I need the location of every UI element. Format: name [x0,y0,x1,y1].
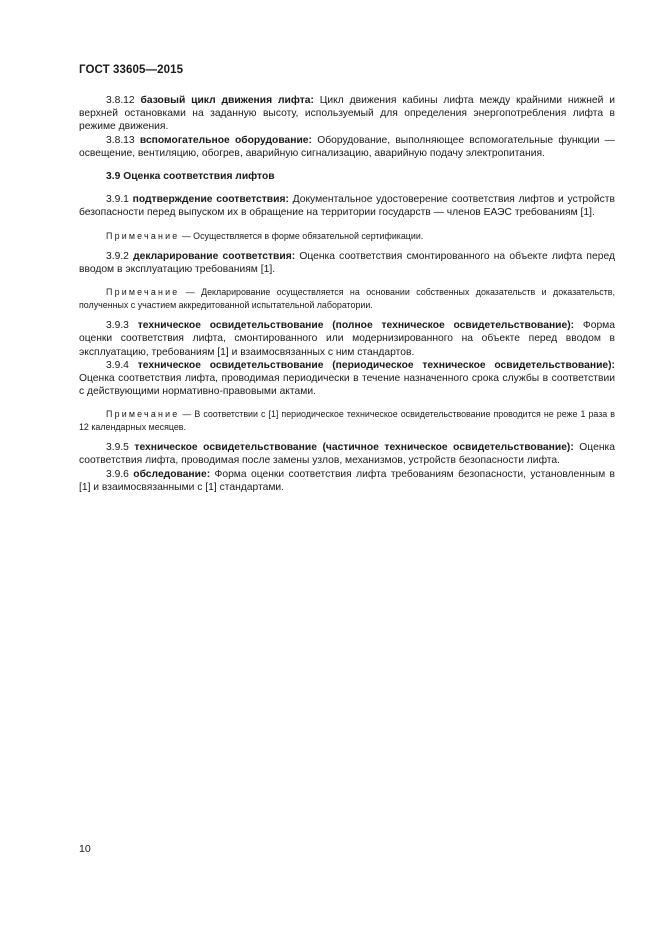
definition-3-9-3 [79,319,615,359]
definition-text: Цикл движения кабины лифта между крайними нижней и верхней остановками на заданную высоту, используемый для определения энергопотребления лифта в режиме движения. [79,95,615,133]
note-3-9-1 [79,230,615,242]
term: базовый цикл движения лифта: [140,95,314,106]
definition-text: Оценка соответствия лифта, проводимая периодически в течение назначенного срока службы в соответствии с действующими нормативно-правовыми актами. [79,373,615,398]
definition-3-9-4 [79,359,615,399]
note-label: Примечание [106,409,180,420]
definition-text: Форма оценки соответствия лифта требованиям безопасности, установленным в [1] и взаимосвязанными с [1] стандартами. [79,468,615,493]
section-heading-3-9 [79,170,615,183]
term: вспомогательное оборудование: [139,134,312,146]
term: обследование: [133,468,211,480]
note-text: — В соответствии с [1] периодическое техническое освидетельствование проводится не реже 1 раза в 12 календарных месяцев. [79,409,615,432]
definition-3-8-12 [79,94,615,134]
note-3-9-2 [79,286,615,311]
term: техническое освидетельствование (частичное техническое освидетельствование): [134,442,574,454]
document-header: ГОСТ 33605—2015 [79,64,184,76]
definition-text: Оценка соответствия лифта, проводимая после замены узлов, механизмов, устройств безопасности лифта. [79,442,615,467]
definition-3-9-2 [79,250,615,276]
definition-3-9-1 [79,193,615,219]
section-title: Оценка соответствия лифтов [123,171,275,183]
document-body [79,94,615,494]
definition-3-9-6 [79,468,615,494]
clause-number: 3.8.13 [106,134,135,146]
clause-number: 3.9.4 [106,359,129,371]
term: декларирование соответствия: [133,251,296,263]
clause-number: 3.9.2 [106,251,129,263]
note-text: — Декларирование осуществляется на основании собственных доказательств и доказательств, полученных с участием аккредитованной испытательной лаборатории. [79,287,615,310]
term: подтверждение соответствия: [132,194,289,206]
definition-text: Оборудование, выполняющее вспомогательные функции — освещение, вентиляцию, обогрев, аварийную сигнализацию, аварийную подачу электропитания. [79,134,615,159]
definition-3-9-5 [79,441,615,467]
clause-number: 3.8.12 [106,95,135,106]
clause-number: 3.9.1 [106,194,129,206]
definition-3-8-13 [79,134,615,160]
definition-text: Форма оценки соответствия лифта, смонтированного или модернизированного на объекте перед вводом в эксплуатацию, требованиям [1] и взаимосвязанных с ним стандартов. [79,320,615,358]
term: техническое освидетельствование (полное техническое освидетельствование): [137,320,575,332]
clause-number: 3.9.5 [106,442,129,454]
note-text: — Осуществляется в форме обязательной сертификации. [179,230,424,241]
note-label: Примечание [106,287,180,298]
definition-text: Документальное удостоверение соответствия лифтов и устройств безопасности перед выпуском их в обращение на территории государств — членов ЕАЭС требованиям [1]. [79,194,615,219]
note-3-9-4 [79,408,615,433]
clause-number: 3.9.3 [106,320,129,332]
term: техническое освидетельствование (периодическое техническое освидетельствование): [137,359,615,371]
clause-number: 3.9.6 [106,468,129,480]
section-number: 3.9 [106,171,121,183]
note-label: Примечание [106,230,180,241]
definition-text: Оценка соответствия смонтированного на объекте лифта перед вводом в эксплуатацию требованиям [1]. [79,251,615,276]
page-number: 10 [79,843,91,855]
